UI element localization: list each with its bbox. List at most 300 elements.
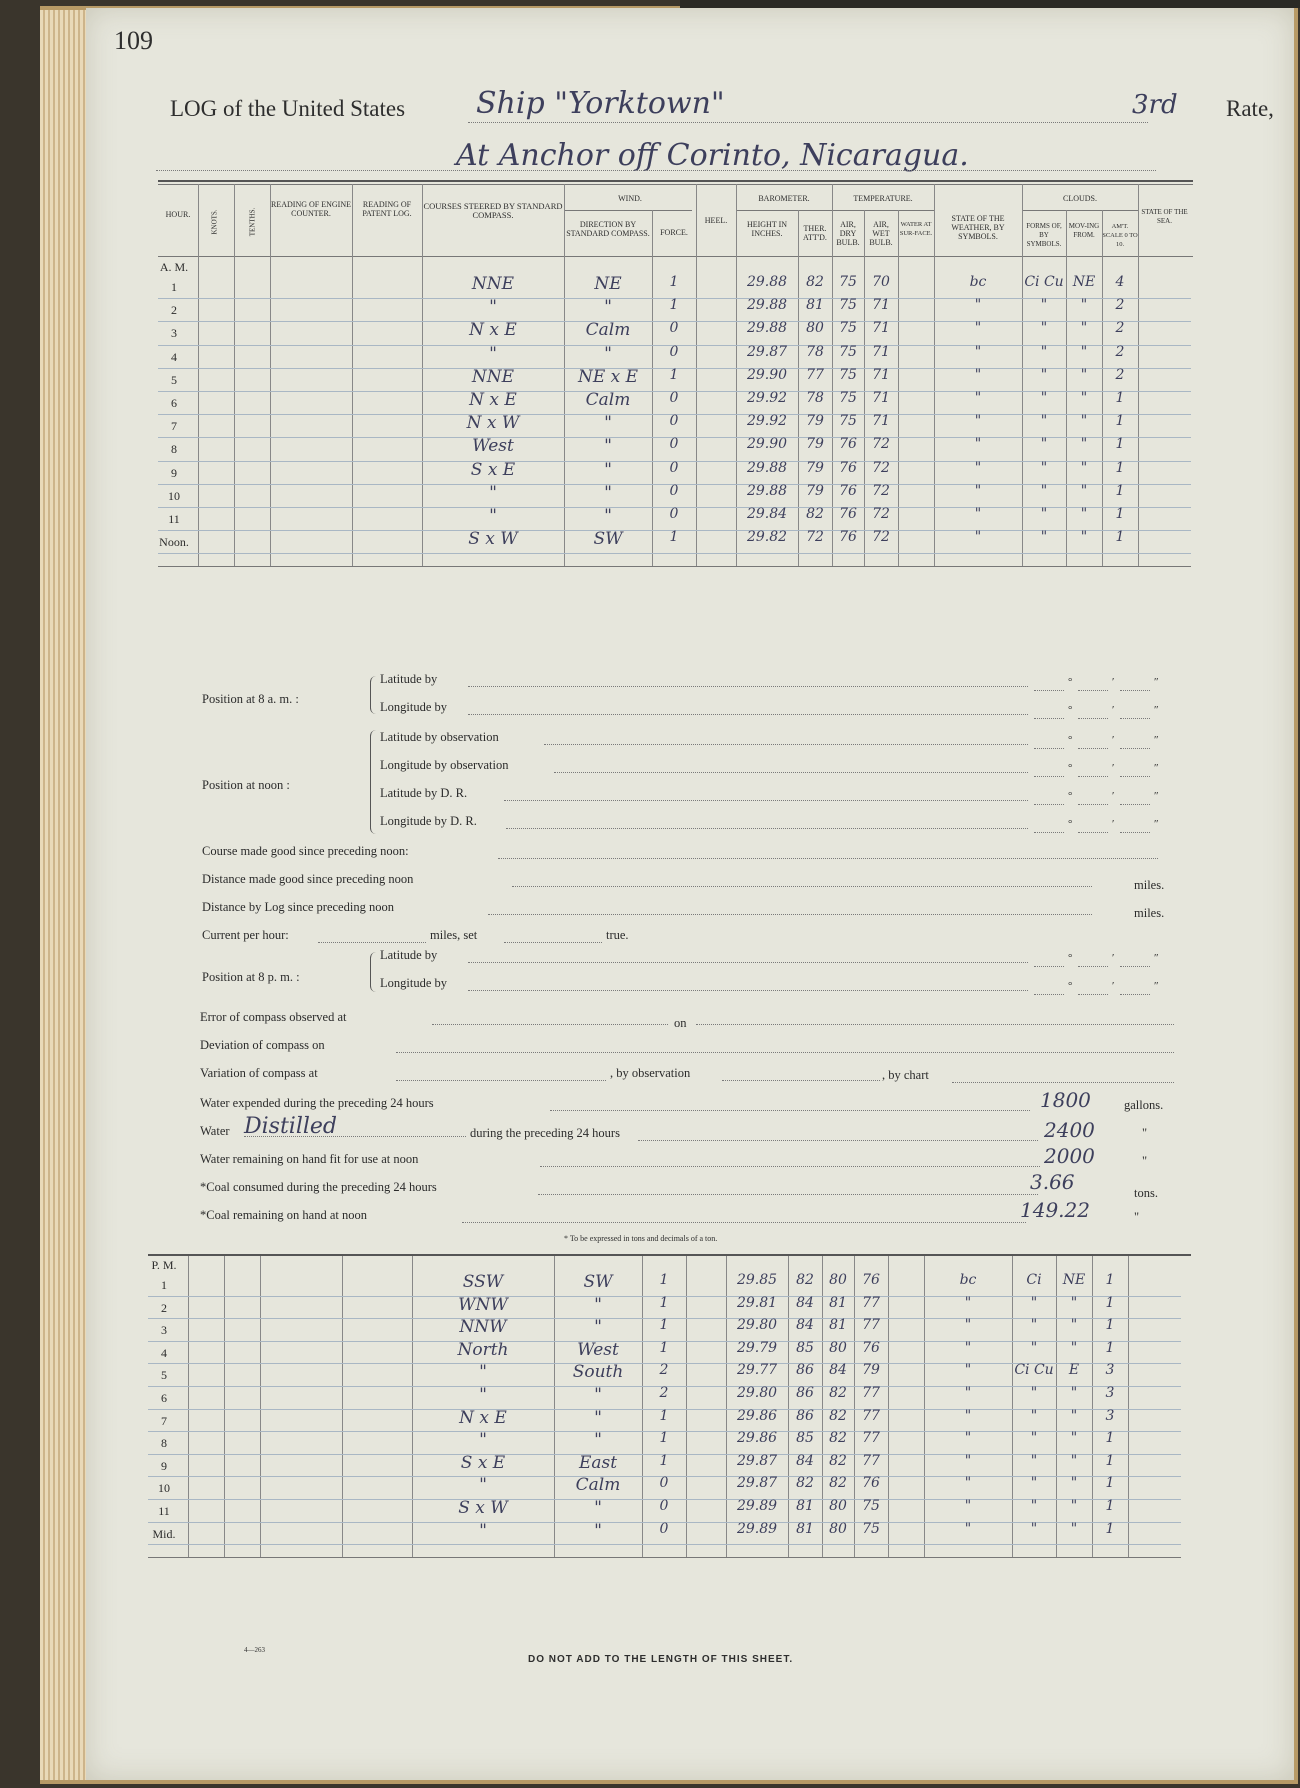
cloud-moving-cell: ": [1070, 1430, 1078, 1447]
barometer-cell: 29.92: [746, 390, 788, 406]
minutes-line: [1078, 994, 1108, 995]
longitude-obs-label: Longitude by observation: [380, 758, 509, 772]
course-cell: ": [479, 1520, 487, 1541]
barometer-cell: 29.86: [736, 1430, 778, 1447]
water-surface-header: WATER AT SUR-FACE.: [899, 221, 933, 237]
cloud-moving-cell: ": [1080, 436, 1088, 453]
course-cell: ": [489, 297, 497, 318]
cloud-forms-cell: ": [1030, 1407, 1038, 1424]
dry-bulb-cell: 76: [839, 459, 857, 476]
weather-cell: ": [964, 1407, 972, 1424]
course-cell: ": [479, 1362, 487, 1383]
patent-log-header: READING OF PATENT LOG.: [362, 200, 412, 218]
dry-bulb-cell: 75: [839, 413, 857, 430]
brace: [370, 952, 377, 992]
cloud-forms-cell: Ci Cu: [1024, 274, 1064, 290]
row-hour: 10: [158, 1481, 170, 1496]
wet-bulb-cell: 72: [872, 482, 890, 499]
dry-bulb-cell: 76: [839, 529, 857, 546]
barometer-cell: 29.77: [736, 1362, 778, 1379]
barometer-cell: 29.81: [736, 1294, 778, 1311]
cloud-moving-cell: ": [1080, 297, 1088, 314]
latitude-dr-degrees: [1034, 790, 1174, 808]
wet-bulb-cell: 72: [872, 506, 890, 522]
rate-label: Rate,: [1226, 96, 1274, 121]
course-cell: N x E: [459, 1407, 507, 1428]
degree-mark: °: [1068, 790, 1073, 802]
course-cell: NNW: [459, 1317, 507, 1338]
vessel-line: [468, 122, 1148, 123]
thermometer-cell: 82: [806, 506, 824, 522]
wet-bulb-cell: 77: [862, 1317, 880, 1334]
row-hour: Mid.: [152, 1526, 176, 1541]
latitude-8pm-degrees: [1034, 952, 1174, 970]
water-expended-label: Water expended during the preceding 24 hours: [200, 1096, 434, 1110]
thermometer-cell: 80: [806, 320, 824, 337]
wind-force-cell: 1: [659, 1407, 669, 1424]
fill-line: [696, 1024, 1174, 1025]
weather-cell: ": [974, 506, 982, 522]
thermometer-cell: 81: [796, 1498, 814, 1514]
weather-cell: ": [964, 1385, 972, 1401]
weather-header: STATE OF THE WEATHER, BY SYMBOLS.: [951, 214, 1005, 241]
air-dry-header: AIR, DRY BULB.: [836, 220, 860, 247]
barometer-cell: 29.80: [736, 1385, 778, 1401]
course-cell: North: [457, 1339, 509, 1360]
course-cell: WNW: [458, 1294, 508, 1315]
cloud-moving-cell: ": [1080, 506, 1088, 522]
row-hour: 1: [161, 1278, 167, 1292]
wet-bulb-cell: 72: [872, 529, 890, 546]
row-hour: 9: [171, 465, 177, 480]
wind-force-cell: 0: [659, 1475, 669, 1492]
compass-variation-label: Variation of compass at: [200, 1066, 318, 1080]
second-mark: ″: [1154, 980, 1159, 992]
dry-bulb-cell: 82: [829, 1407, 847, 1424]
row-hour: 10: [168, 488, 180, 503]
course-cell: NNE: [471, 366, 515, 387]
cloud-forms-cell: Ci: [1026, 1272, 1042, 1288]
wind-force-cell: 1: [669, 274, 679, 290]
cloud-forms-cell: ": [1040, 390, 1048, 406]
dry-bulb-cell: 76: [839, 506, 857, 522]
cloud-amount-cell: 1: [1105, 1294, 1115, 1311]
barometer-cell: 29.89: [736, 1498, 778, 1514]
seconds-line: [1120, 804, 1150, 805]
barometer-cell: 29.85: [736, 1272, 778, 1288]
cloud-forms-cell: ": [1030, 1385, 1038, 1401]
wet-bulb-cell: 79: [862, 1362, 880, 1379]
wind-force-cell: 2: [659, 1362, 669, 1379]
cloud-amount-cell: 3: [1105, 1385, 1115, 1401]
wet-bulb-cell: 71: [872, 390, 890, 406]
clouds-subrule: [1022, 210, 1138, 211]
cloud-amount-cell: 1: [1115, 436, 1125, 453]
latitude-8pm-label: Latitude by: [380, 948, 438, 962]
barometer-cell: 29.86: [736, 1407, 778, 1424]
cloud-forms-cell: ": [1030, 1430, 1038, 1447]
wet-bulb-cell: 70: [872, 274, 890, 290]
minute-mark: ′: [1112, 762, 1115, 774]
cloud-moving-cell: ": [1070, 1475, 1078, 1492]
wind-force-cell: 1: [659, 1430, 669, 1447]
wind-force-cell: 0: [669, 320, 679, 337]
wind-direction-cell: ": [594, 1498, 602, 1518]
degrees-line: [1034, 994, 1064, 995]
barometer-cell: 29.90: [746, 436, 788, 453]
dry-bulb-cell: 76: [839, 436, 857, 453]
course-cell: N x E: [469, 390, 517, 410]
barometer-cell: 29.88: [746, 482, 788, 499]
course-cell: ": [479, 1430, 487, 1451]
thermometer-cell: 84: [796, 1452, 814, 1469]
row-hour: 4: [161, 1345, 167, 1360]
cloud-amount-cell: 1: [1115, 529, 1125, 546]
barometer-cell: 29.82: [746, 529, 788, 546]
weather-cell: ": [974, 459, 982, 476]
wind-direction-cell: NE: [594, 274, 622, 294]
fill-line: [538, 1194, 1038, 1195]
courses-header: COURSES STEERED BY STANDARD COMPASS.: [423, 201, 563, 220]
cloud-moving-cell: ": [1070, 1452, 1078, 1469]
wind-direction-cell: ": [604, 459, 612, 480]
minute-mark: ′: [1112, 980, 1115, 992]
seconds-line: [1120, 966, 1150, 967]
row-hour: 1: [171, 280, 177, 294]
wet-bulb-cell: 77: [862, 1385, 880, 1401]
weather-cell: ": [964, 1520, 972, 1537]
weather-cell: ": [964, 1339, 972, 1356]
second-mark: ″: [1154, 676, 1159, 688]
rate-value: 3rd: [1132, 90, 1178, 120]
degrees-line: [1034, 804, 1064, 805]
thermometer-cell: 79: [806, 459, 824, 476]
barometer-cell: 29.90: [746, 366, 788, 383]
wind-direction-cell: ": [594, 1317, 602, 1338]
cloud-moving-cell: E: [1068, 1362, 1080, 1379]
dry-bulb-cell: 82: [829, 1475, 847, 1492]
page-number: 109: [114, 26, 153, 55]
wet-bulb-cell: 71: [872, 320, 890, 337]
cloud-amount-cell: 1: [1105, 1339, 1115, 1356]
wind-force-cell: 0: [669, 390, 679, 406]
second-mark: ″: [1154, 790, 1159, 802]
dry-bulb-cell: 75: [839, 320, 857, 337]
seconds-line: [1120, 994, 1150, 995]
thermometer-cell: 77: [806, 366, 824, 383]
fill-line: [504, 800, 1028, 801]
minute-mark: ′: [1112, 676, 1115, 688]
row-hour: 7: [161, 1413, 167, 1428]
wind-direction-cell: ": [604, 413, 612, 434]
am-bottom-rule: [158, 566, 1191, 567]
pm-top-rule: [148, 1254, 1191, 1256]
thermometer-cell: 81: [796, 1520, 814, 1537]
fill-line: [468, 990, 1028, 991]
longitude-dr-label: Longitude by D. R.: [380, 814, 477, 828]
thermometer-cell: 79: [806, 436, 824, 453]
cloud-amount-cell: 1: [1105, 1498, 1115, 1514]
longitude-8pm-label: Longitude by: [380, 976, 448, 990]
weather-cell: ": [964, 1362, 972, 1379]
barometer-cell: 29.87: [736, 1475, 778, 1492]
wind-direction-cell: ": [604, 436, 612, 457]
by-observation-label: , by observation: [610, 1066, 691, 1080]
wind-direction-cell: SW: [593, 529, 623, 550]
wet-bulb-cell: 76: [862, 1272, 880, 1288]
by-chart-label: , by chart: [882, 1068, 929, 1082]
wind-direction-cell: Calm: [585, 390, 631, 410]
cloud-forms-cell: ": [1040, 529, 1048, 546]
latitude-obs-label: Latitude by observation: [380, 730, 499, 744]
weather-cell: ": [974, 366, 982, 383]
fill-line: [468, 686, 1028, 687]
thermometer-cell: 86: [796, 1407, 814, 1424]
cloud-forms-cell: ": [1030, 1452, 1038, 1469]
log-title-prefix: LOG of the United States: [170, 96, 406, 121]
wind-direction-cell: ": [594, 1385, 602, 1405]
coal-remaining-value: 149.22: [1020, 1198, 1090, 1222]
distance-by-log-label: Distance by Log since preceding noon: [202, 900, 394, 914]
cloud-moving-cell: ": [1080, 459, 1088, 476]
miles-set-label: miles, set: [430, 928, 478, 942]
position-8pm-label: Position at 8 p. m. :: [202, 970, 300, 984]
weather-cell: ": [964, 1430, 972, 1447]
row-hour: 4: [171, 349, 177, 364]
fill-line: [488, 914, 1092, 915]
wind-direction-cell: ": [604, 506, 612, 526]
cloud-forms-cell: ": [1030, 1498, 1038, 1514]
weather-cell: ": [964, 1498, 972, 1514]
dry-bulb-cell: 75: [839, 297, 857, 314]
thermometer-cell: 72: [806, 529, 824, 546]
degrees-line: [1034, 832, 1064, 833]
minutes-line: [1078, 718, 1108, 719]
baro-temp-subrule: [736, 210, 934, 211]
degree-mark: °: [1068, 980, 1073, 992]
fill-line: [550, 1110, 1030, 1111]
cloud-amount-cell: 2: [1115, 343, 1125, 360]
tenths-header: TENTHS.: [248, 207, 257, 237]
wet-bulb-cell: 72: [872, 436, 890, 453]
cloud-amount-cell: 1: [1115, 459, 1125, 476]
dry-bulb-cell: 84: [829, 1362, 847, 1379]
row-hour: 2: [161, 1300, 167, 1315]
vessel-name: Ship "Yorktown": [476, 86, 725, 121]
row-hour: 6: [171, 396, 177, 410]
course-cell: S x W: [468, 529, 518, 550]
brace: [370, 676, 377, 714]
cloud-amount-cell: 1: [1105, 1430, 1115, 1447]
sea-header: STATE OF THE SEA.: [1141, 208, 1188, 225]
dry-bulb-cell: 81: [829, 1294, 847, 1311]
longitude-8am-label: Longitude by: [380, 700, 448, 714]
thermometer-cell: 86: [796, 1362, 814, 1379]
fill-line: [396, 1052, 1174, 1053]
cloud-moving-cell: ": [1080, 366, 1088, 383]
fill-line: [506, 828, 1028, 829]
second-mark: ″: [1154, 762, 1159, 774]
wind-direction-cell: Calm: [585, 320, 631, 341]
barometer-cell: 29.87: [736, 1452, 778, 1469]
cloud-amount-cell: 4: [1115, 274, 1125, 290]
cloud-amount-cell: 1: [1115, 390, 1125, 406]
weather-cell: ": [964, 1452, 972, 1469]
barometer-cell: 29.88: [746, 274, 788, 290]
water-distilled-value: 2400: [1044, 1118, 1095, 1142]
wind-force-cell: 0: [659, 1498, 669, 1514]
clouds-header: CLOUDS.: [1062, 194, 1097, 203]
cloud-moving-cell: ": [1070, 1317, 1078, 1334]
cloud-forms-cell: ": [1040, 459, 1048, 476]
course-made-good-label: Course made good since preceding noon:: [202, 844, 409, 858]
wet-bulb-cell: 76: [862, 1339, 880, 1356]
cloud-moving-cell: ": [1080, 413, 1088, 430]
location: At Anchor off Corinto, Nicaragua.: [456, 138, 969, 173]
wind-force-header: FORCE.: [660, 228, 688, 237]
wind-force-cell: 0: [669, 482, 679, 499]
thermometer-cell: 85: [796, 1339, 814, 1356]
degree-mark: °: [1068, 952, 1073, 964]
wind-force-cell: 0: [669, 436, 679, 453]
wet-bulb-cell: 71: [872, 297, 890, 314]
wet-bulb-cell: 71: [872, 413, 890, 430]
thermometer-cell: 84: [796, 1294, 814, 1311]
water-expended-value: 1800: [1040, 1088, 1091, 1112]
course-cell: ": [489, 343, 497, 364]
ditto-mark: ": [1142, 1154, 1148, 1168]
hour-header: HOUR.: [165, 210, 191, 219]
row-hour: 9: [161, 1458, 167, 1473]
cloud-amount-cell: 2: [1115, 320, 1125, 337]
cloud-amount-cell: 1: [1115, 482, 1125, 499]
cloud-amount-cell: 1: [1105, 1475, 1115, 1492]
water-remaining-value: 2000: [1044, 1144, 1095, 1168]
second-mark: ″: [1154, 952, 1159, 964]
ditto-mark: ": [1134, 1210, 1140, 1224]
cloud-forms-cell: ": [1030, 1339, 1038, 1356]
weather-cell: ": [964, 1317, 972, 1334]
header-top-rule: [158, 180, 1193, 182]
row-hour: 7: [171, 419, 177, 434]
course-cell: S x W: [458, 1498, 508, 1518]
weather-cell: ": [974, 413, 982, 430]
wind-force-cell: 0: [669, 343, 679, 360]
cloud-amount-cell: 1: [1105, 1520, 1115, 1537]
wet-bulb-cell: 77: [862, 1430, 880, 1447]
cloud-forms-cell: ": [1030, 1520, 1038, 1537]
weather-cell: ": [974, 320, 982, 337]
wind-force-cell: 2: [659, 1385, 669, 1401]
barometer-cell: 29.88: [746, 459, 788, 476]
cloud-amount-cell: 1: [1105, 1452, 1115, 1469]
course-cell: N x E: [469, 320, 517, 341]
longitude-obs-degrees: [1034, 762, 1174, 780]
course-cell: N x W: [466, 413, 520, 434]
location-line: [156, 170, 1156, 171]
wind-force-cell: 1: [669, 529, 679, 546]
minutes-line: [1078, 966, 1108, 967]
cloud-forms-header: FORMS OF, BY SYMBOLS.: [1026, 222, 1062, 248]
cloud-forms-cell: ": [1040, 343, 1048, 360]
degree-mark: °: [1068, 734, 1073, 746]
latitude-obs-degrees: [1034, 734, 1174, 752]
barometer-header: BAROMETER.: [758, 194, 810, 203]
cloud-forms-cell: ": [1040, 482, 1048, 499]
cloud-moving-cell: ": [1070, 1520, 1078, 1537]
cloud-forms-cell: Ci Cu: [1014, 1362, 1054, 1379]
degree-mark: °: [1068, 818, 1073, 830]
fill-line: [244, 1136, 466, 1137]
wind-direction-cell: ": [594, 1520, 602, 1541]
wind-force-cell: 1: [659, 1272, 669, 1288]
cloud-amount-cell: 1: [1105, 1317, 1115, 1334]
cloud-amount-cell: 1: [1115, 413, 1125, 430]
wind-header: WIND.: [618, 194, 642, 203]
minute-mark: ′: [1112, 734, 1115, 746]
fill-line: [318, 942, 426, 943]
minutes-line: [1078, 748, 1108, 749]
header-top-rule-2: [158, 184, 1193, 185]
degrees-line: [1034, 966, 1064, 967]
wind-direction-cell: ": [594, 1430, 602, 1451]
thermometer-cell: 81: [806, 297, 824, 314]
ditto-mark: ": [1142, 1126, 1148, 1140]
water-label: Water: [200, 1124, 230, 1138]
wind-force-cell: 0: [659, 1520, 669, 1537]
fill-line: [432, 1024, 668, 1025]
wind-direction-cell: South: [572, 1362, 624, 1383]
wind-direction-header: DIRECTION BY STANDARD COMPASS.: [566, 220, 650, 238]
cloud-moving-cell: NE: [1072, 274, 1096, 290]
row-hour: 11: [158, 1504, 170, 1518]
cloud-forms-cell: ": [1030, 1475, 1038, 1492]
row-hour: 8: [161, 1436, 167, 1451]
thermometer-cell: 85: [796, 1430, 814, 1447]
cloud-amount-cell: 3: [1105, 1407, 1115, 1424]
cloud-forms-cell: ": [1030, 1317, 1038, 1334]
cloud-moving-cell: ": [1070, 1407, 1078, 1424]
coal-remaining-label: *Coal remaining on hand at noon: [200, 1208, 367, 1222]
wind-force-cell: 0: [669, 413, 679, 430]
wet-bulb-cell: 77: [862, 1452, 880, 1469]
weather-cell: ": [974, 343, 982, 360]
baro-ther-header: THER. ATT'D.: [803, 224, 827, 242]
fill-line: [498, 858, 1158, 859]
coal-footnote: * To be expressed in tons and decimals of a ton.: [564, 1234, 718, 1243]
longitude-8pm-degrees: [1034, 980, 1174, 998]
header-bottom-rule: [158, 256, 1193, 257]
degrees-line: [1034, 690, 1064, 691]
thermometer-cell: 82: [796, 1272, 814, 1288]
wind-direction-cell: East: [578, 1452, 618, 1473]
minutes-line: [1078, 690, 1108, 691]
barometer-cell: 29.87: [746, 343, 788, 360]
thermometer-cell: 84: [796, 1317, 814, 1334]
minutes-line: [1078, 804, 1108, 805]
facing-page-edge: [680, 0, 1300, 8]
wind-subrule: [564, 210, 692, 211]
current-label: Current per hour:: [202, 928, 289, 942]
seconds-line: [1120, 748, 1150, 749]
dry-bulb-cell: 75: [839, 274, 857, 290]
row-hour: 8: [171, 442, 177, 457]
course-cell: ": [489, 482, 497, 503]
wind-direction-cell: ": [604, 482, 612, 503]
row-hour: 3: [171, 326, 177, 341]
cloud-amount-header: AM'T. SCALE 0 TO 10.: [1102, 223, 1138, 248]
weather-cell: ": [974, 390, 982, 406]
